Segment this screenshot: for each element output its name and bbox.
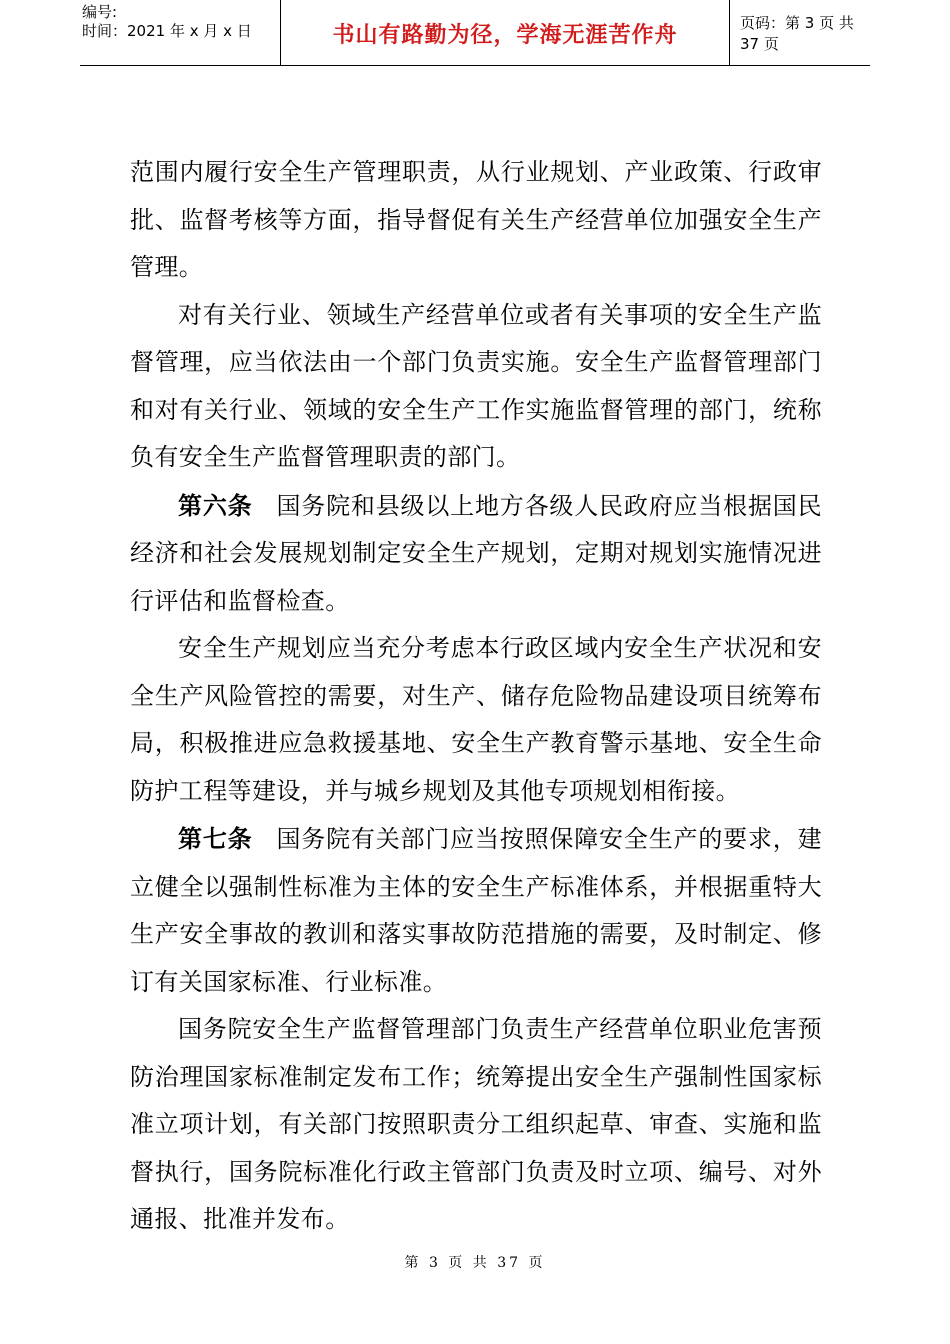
header-motto: 书山有路勤为径，学海无涯苦作舟 (280, 0, 730, 66)
article-6 (130, 482, 822, 626)
document-code: 编号: (82, 3, 118, 21)
article-7-label: 第七条 (178, 824, 253, 853)
page-footer: 第 3 页 共 37 页 (404, 1255, 546, 1271)
article-6-label: 第六条 (178, 490, 253, 520)
paragraph-6: 国务院安全生产监督管理部门负责生产经营单位职业危害预防治理国家标准制定发布工作；统筹提出安全生产强制性国家标准立项计划，有关部门按照职责分工组织起草、审查、实施和监督执行，国务院标准化行政主管部门负责及时立项、编号、对外通报、批准并发布。 (130, 1015, 822, 1233)
paragraph-1: 范围内履行安全生产管理职责，从行业规划、产业政策、行政审批、监督考核等方面，指导督促有关生产经营单位加强安全生产管理。 (130, 158, 822, 281)
header-meta (80, 0, 280, 66)
document-body (130, 149, 822, 1244)
article-7-text: 国务院有关部门应当按照保障安全生产的要求，建立健全以强制性标准为主体的安全生产标准体系，并根据重特大生产安全事故的教训和落实事故防范措施的需要，及时制定、修订有关国家标准、行业标准。 (130, 825, 822, 996)
document-time: 时间：2021 年 x 月 x 日 (82, 22, 252, 40)
article-6-text: 国务院和县级以上地方各级人民政府应当根据国民经济和社会发展规划制定安全生产规划，定期对规划实施情况进行评估和监督检查。 (130, 491, 822, 615)
header-page-info: 页码：第 3 页 共 37 页 (740, 14, 854, 53)
article-7 (130, 815, 822, 1006)
page-header (80, 0, 870, 66)
paragraph-4: 安全生产规划应当充分考虑本行政区域内安全生产状况和安全生产风险管控的需要，对生产、储存危险物品建设项目统筹布局，积极推进应急救援基地、安全生产教育警示基地、安全生命防护工程等建设，并与城乡规划及其他专项规划相衔接。 (130, 634, 822, 805)
paragraph-2: 对有关行业、领域生产经营单位或者有关事项的安全生产监督管理，应当依法由一个部门负责实施。安全生产监督管理部门和对有关行业、领域的安全生产工作实施监督管理的部门，统称负有安全生产监督管理职责的部门。 (130, 300, 822, 471)
